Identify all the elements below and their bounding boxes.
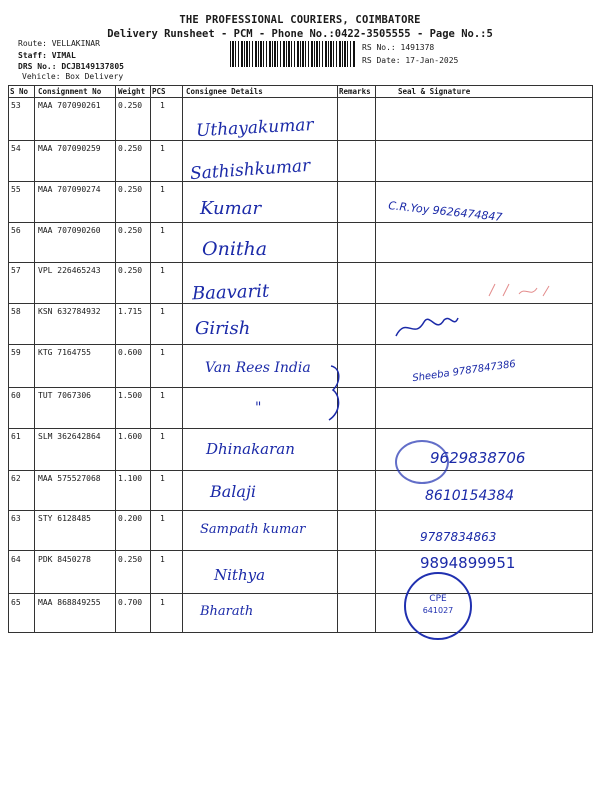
rs-number: RS No.: 1491378 <box>362 43 435 52</box>
consignee-signature: Van Rees India <box>205 360 311 376</box>
cell-sno: 55 <box>11 185 21 194</box>
cell-sno: 62 <box>11 474 21 483</box>
table-rule <box>8 181 593 182</box>
company-stamp <box>395 440 449 484</box>
table-rule <box>8 470 593 471</box>
cell-consignment: MAA 707090259 <box>38 144 101 153</box>
cell-pcs: 1 <box>160 144 165 153</box>
company-title: THE PROFESSIONAL COURIERS, COIMBATORE <box>179 14 421 26</box>
consignee-signature: Sathishkumar <box>189 155 311 185</box>
delivery-signature: 8610154384 <box>425 488 515 504</box>
stamp-text: 641027 <box>422 606 454 615</box>
col-header-weight: Weight <box>118 87 146 96</box>
cell-sno: 53 <box>11 101 21 110</box>
red-ink-mark <box>485 278 555 302</box>
cell-sno: 63 <box>11 514 21 523</box>
consignee-signature: Sampath kumar <box>200 522 306 537</box>
cell-sno: 59 <box>11 348 21 357</box>
table-rule <box>8 550 593 551</box>
table-rule <box>8 85 593 86</box>
col-header-remarks: Remarks <box>339 87 371 96</box>
table-rule <box>8 428 593 429</box>
cell-consignment: VPL 226465243 <box>38 266 101 275</box>
cell-weight: 1.600 <box>118 432 143 441</box>
table-col-rule <box>150 85 151 633</box>
cell-weight: 0.200 <box>118 514 143 523</box>
table-rule <box>8 97 593 98</box>
table-rule <box>8 632 593 633</box>
vehicle-label: Vehicle: Box Delivery <box>22 72 124 81</box>
cell-sno: 58 <box>11 307 21 316</box>
cell-pcs: 1 <box>160 391 165 400</box>
stamp-text: CPE <box>429 594 447 604</box>
delivery-signature: Sheeba 9787847386 <box>411 358 517 385</box>
cell-weight: 0.600 <box>118 348 143 357</box>
cell-consignment: MAA 868849255 <box>38 598 101 607</box>
cell-consignment: MAA 575527068 <box>38 474 101 483</box>
cell-sno: 57 <box>11 266 21 275</box>
cell-pcs: 1 <box>160 101 165 110</box>
cell-pcs: 1 <box>160 266 165 275</box>
cell-pcs: 1 <box>160 185 165 194</box>
table-col-rule <box>34 85 35 633</box>
cell-pcs: 1 <box>160 307 165 316</box>
cell-sno: 64 <box>11 555 21 564</box>
table-rule <box>8 344 593 345</box>
consignee-signature: Dhinakaran <box>206 440 295 458</box>
table-rule <box>8 593 593 594</box>
staff-label: Staff: VIMAL <box>18 51 76 60</box>
cell-weight: 0.250 <box>118 101 143 110</box>
cell-consignment: KTG 7164755 <box>38 348 91 357</box>
cell-weight: 1.500 <box>118 391 143 400</box>
table-col-rule <box>8 85 9 633</box>
cell-consignment: PDK 8450278 <box>38 555 91 564</box>
consignee-signature: Balaji <box>210 482 257 501</box>
table-rule <box>8 222 593 223</box>
consignee-signature: " <box>255 400 262 416</box>
runsheet-title: Delivery Runsheet - PCM - Phone No.:0422-3505555 - Page No.:5 <box>107 28 493 40</box>
consignee-signature: Uthayakumar <box>195 114 315 142</box>
table-rule <box>8 140 593 141</box>
cell-weight: 1.715 <box>118 307 143 316</box>
drs-number: DRS No.: DCJB149137805 <box>18 62 124 71</box>
delivery-signature: 9894899951 <box>420 554 516 572</box>
cell-weight: 0.250 <box>118 266 143 275</box>
cell-weight: 0.250 <box>118 185 143 194</box>
cell-pcs: 1 <box>160 514 165 523</box>
cell-weight: 0.700 <box>118 598 143 607</box>
col-header-sno: S No <box>10 87 29 96</box>
table-col-rule <box>592 85 593 633</box>
table-rule <box>8 510 593 511</box>
table-col-rule <box>115 85 116 633</box>
cell-pcs: 1 <box>160 474 165 483</box>
company-stamp <box>404 572 472 640</box>
consignee-signature: Kumar <box>200 198 262 219</box>
consignee-signature: Nithya <box>214 566 266 584</box>
cell-sno: 56 <box>11 226 21 235</box>
consignee-signature: Onitha <box>202 238 268 260</box>
cell-weight: 1.100 <box>118 474 143 483</box>
delivery-signature: 9629838706 <box>430 449 526 467</box>
col-header-seal: Seal & Signature <box>398 87 471 96</box>
cell-consignment: MAA 707090260 <box>38 226 101 235</box>
cell-sno: 65 <box>11 598 21 607</box>
bracket-mark <box>325 362 349 424</box>
cell-weight: 0.250 <box>118 226 143 235</box>
cell-sno: 60 <box>11 391 21 400</box>
rs-date: RS Date: 17-Jan-2025 <box>362 56 459 65</box>
cell-consignment: MAA 707090274 <box>38 185 101 194</box>
cell-pcs: 1 <box>160 432 165 441</box>
table-rule <box>8 262 593 263</box>
delivery-signature: 9787834863 <box>420 530 497 544</box>
consignee-signature: Baavarit <box>191 280 270 305</box>
delivery-signature-scribble <box>392 306 462 346</box>
consignee-signature: Bharath <box>200 604 254 619</box>
cell-weight: 0.250 <box>118 555 143 564</box>
cell-pcs: 1 <box>160 598 165 607</box>
cell-pcs: 1 <box>160 348 165 357</box>
cell-consignment: SLM 362642864 <box>38 432 101 441</box>
col-header-pcs: PCS <box>152 87 166 96</box>
cell-consignment: TUT 7067306 <box>38 391 91 400</box>
table-col-rule <box>182 85 183 633</box>
table-col-rule <box>337 85 338 633</box>
barcode-image <box>230 41 355 67</box>
col-header-consignment: Consignment No <box>38 87 102 96</box>
cell-consignment: MAA 707090261 <box>38 101 101 110</box>
cell-pcs: 1 <box>160 226 165 235</box>
cell-weight: 0.250 <box>118 144 143 153</box>
table-rule <box>8 303 593 304</box>
col-header-consignee: Consignee Details <box>186 87 263 96</box>
route-label: Route: VELLAKINAR <box>18 39 100 48</box>
table-col-rule <box>375 85 376 633</box>
cell-sno: 61 <box>11 432 21 441</box>
cell-consignment: KSN 632784932 <box>38 307 101 316</box>
table-rule <box>8 387 593 388</box>
delivery-signature: C.R.Yoy 9626474847 <box>387 199 503 224</box>
cell-consignment: STY 6128485 <box>38 514 91 523</box>
cell-sno: 54 <box>11 144 21 153</box>
cell-pcs: 1 <box>160 555 165 564</box>
consignee-signature: Girish <box>195 318 251 339</box>
